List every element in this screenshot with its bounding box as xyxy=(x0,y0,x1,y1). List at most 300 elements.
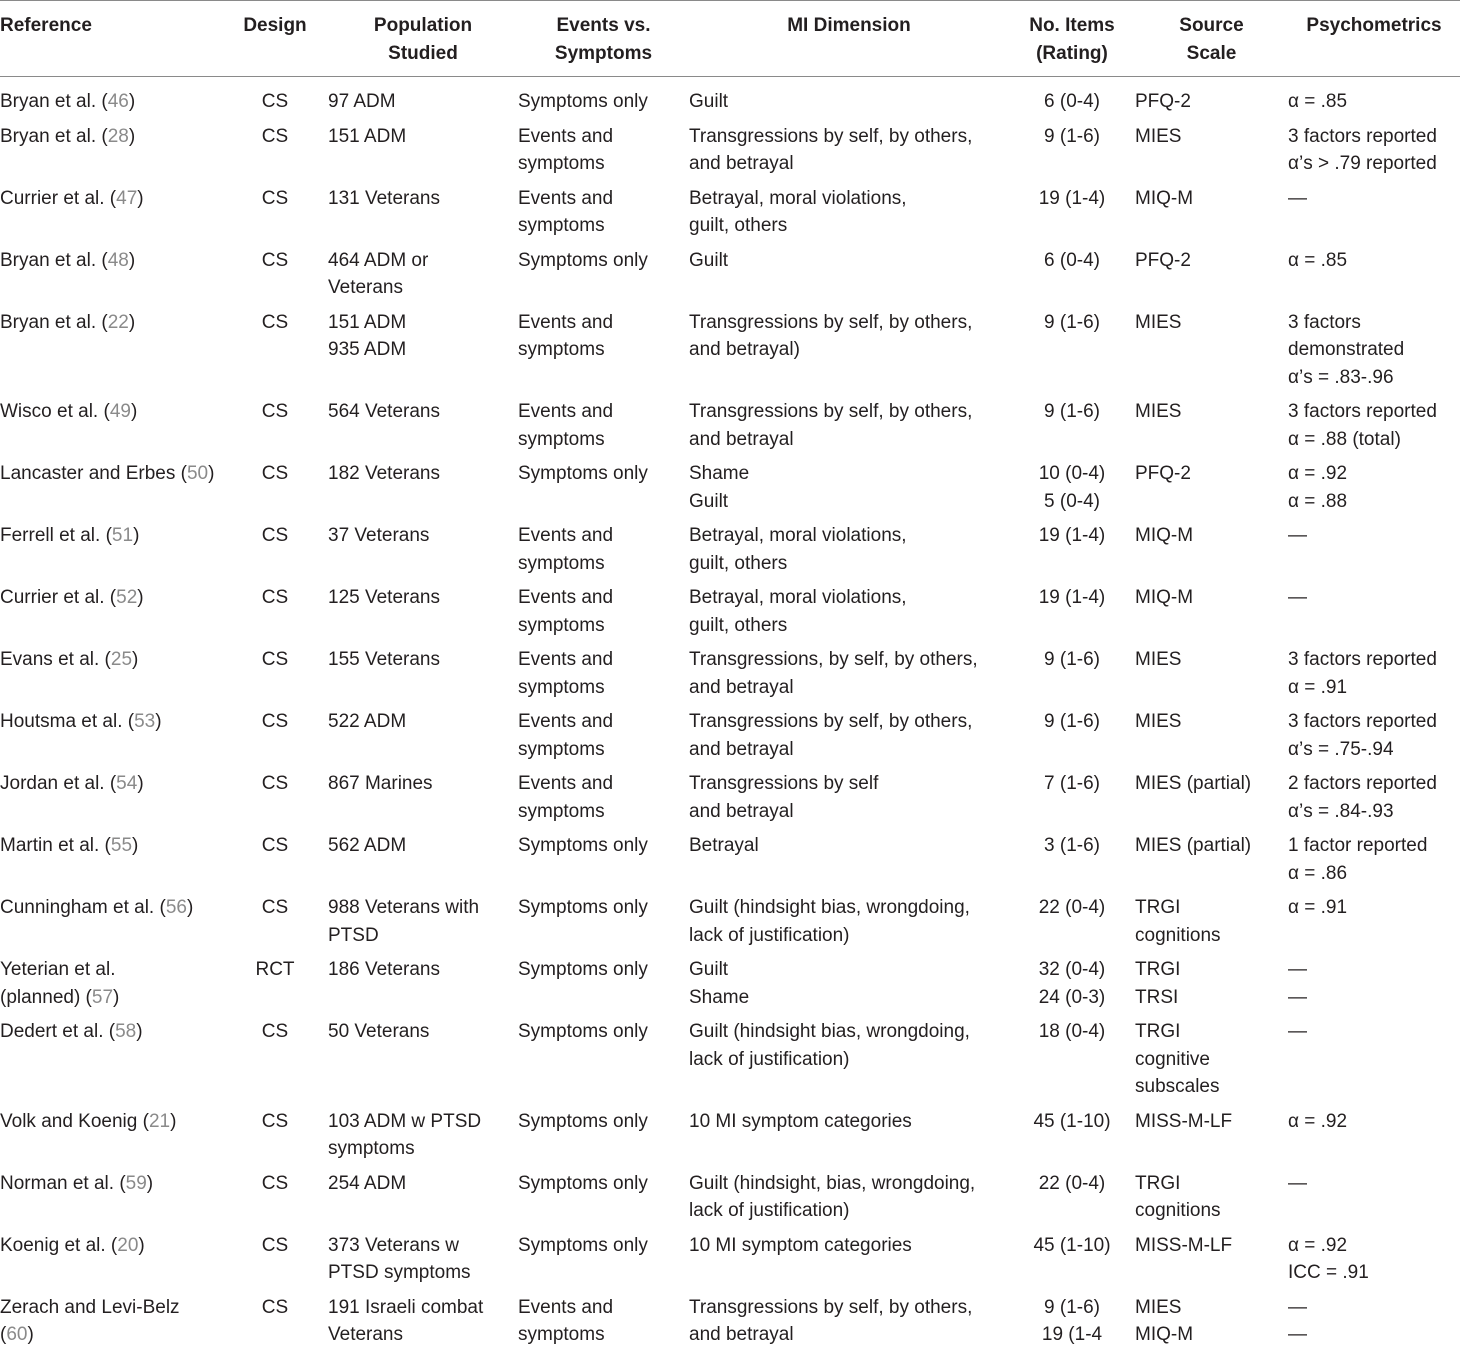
no-items-text: 9 (1-6) xyxy=(1044,711,1100,732)
psychometrics-text: α = .91 xyxy=(1288,897,1348,918)
psychometrics-text: α’s = .75-.94 xyxy=(1288,738,1394,760)
psychometrics-cell xyxy=(1288,956,1460,1018)
citation-link[interactable]: 55 xyxy=(110,835,133,856)
source-scale-cell xyxy=(1135,708,1288,770)
no-items-text: 7 (1-6) xyxy=(1044,773,1100,794)
psychometrics-text: α’s = .84-.93 xyxy=(1288,800,1394,822)
no-items-text: 10 (0-4) xyxy=(1038,463,1106,484)
reference-author: Dedert et al. ( xyxy=(0,1021,116,1042)
no-items-cell xyxy=(1009,832,1135,894)
events-vs-symptoms-text: Symptoms only xyxy=(518,835,648,856)
citation-link[interactable]: 46 xyxy=(107,91,129,112)
reference-paren: ) xyxy=(133,525,140,546)
events-vs-symptoms-cell xyxy=(518,398,689,460)
reference-line xyxy=(0,1018,222,1046)
psychometrics-text: α = .91 xyxy=(1288,676,1348,698)
reference-author: Bryan et al. ( xyxy=(0,125,108,147)
citation-link[interactable]: 21 xyxy=(148,1110,171,1132)
citation-link[interactable]: 50 xyxy=(186,463,209,484)
design-cell xyxy=(222,185,328,247)
events-vs-symptoms-text: Events and xyxy=(518,773,614,794)
design-cell xyxy=(222,398,328,460)
population-text: 151 ADM xyxy=(328,311,407,333)
reference-author: Yeterian et al. xyxy=(0,959,116,980)
reference-paren: ) xyxy=(186,897,194,918)
no-items-text: 19 (1-4) xyxy=(1038,187,1106,209)
source-scale-text: MIES xyxy=(1135,125,1182,147)
design-text: CS xyxy=(261,311,289,333)
no-items-text: 45 (1-10) xyxy=(1033,1110,1111,1132)
events-vs-symptoms-text: Symptoms only xyxy=(518,897,648,918)
table-row xyxy=(0,1018,1460,1108)
column-header-line: (Rating) xyxy=(1036,42,1108,64)
citation-link[interactable]: 48 xyxy=(107,249,129,271)
column-header-psychometrics xyxy=(1288,1,1460,77)
reference-line xyxy=(0,309,222,337)
population-cell xyxy=(328,1294,518,1356)
population-text: 191 Israeli combat xyxy=(328,1296,484,1318)
reference-cell xyxy=(0,894,222,956)
column-header-line: MI Dimension xyxy=(787,15,911,36)
reference-cell xyxy=(0,1108,222,1170)
reference-cell xyxy=(0,77,222,123)
mi-dimension-cell xyxy=(689,123,1009,185)
design-text: CS xyxy=(261,897,289,918)
psychometrics-cell xyxy=(1288,1294,1460,1356)
psychometrics-cell xyxy=(1288,460,1460,522)
psychometrics-cell xyxy=(1288,309,1460,399)
reference-author: Norman et al. ( xyxy=(0,1172,126,1194)
citation-link[interactable]: 20 xyxy=(117,1234,139,1256)
reference-cell xyxy=(0,1294,222,1356)
no-items-cell xyxy=(1009,708,1135,770)
citation-link[interactable]: 25 xyxy=(110,649,133,670)
mi-dimension-cell xyxy=(689,1018,1009,1108)
events-vs-symptoms-text: Events and xyxy=(518,1296,614,1318)
source-scale-text: MISS-M-LF xyxy=(1135,1234,1233,1256)
source-scale-text: cognitive xyxy=(1135,1048,1210,1070)
reference-author: Bryan et al. ( xyxy=(0,249,108,271)
source-scale-text: TRSI xyxy=(1135,986,1179,1008)
events-vs-symptoms-cell xyxy=(518,1294,689,1356)
design-cell xyxy=(222,1170,328,1232)
population-text: PTSD symptoms xyxy=(328,1262,471,1283)
source-scale-cell xyxy=(1135,398,1288,460)
events-vs-symptoms-text: Symptoms only xyxy=(518,959,648,980)
no-items-text: 19 (1-4 xyxy=(1041,1324,1103,1345)
no-items-cell xyxy=(1009,646,1135,708)
design-text: CS xyxy=(261,1296,289,1318)
table-row xyxy=(0,956,1460,1018)
no-items-text: 5 (0-4) xyxy=(1044,490,1100,512)
no-items-cell xyxy=(1009,770,1135,832)
source-scale-cell xyxy=(1135,1294,1288,1356)
reference-cell xyxy=(0,1170,222,1232)
reference-line xyxy=(0,584,222,612)
reference-paren: ) xyxy=(170,1110,177,1132)
psychometrics-cell xyxy=(1288,1170,1460,1232)
mi-dimension-text: Guilt xyxy=(689,490,729,512)
source-scale-text: PFQ-2 xyxy=(1135,91,1191,112)
reference-cell xyxy=(0,646,222,708)
reference-line xyxy=(0,522,222,550)
psychometrics-text: 1 factor reported xyxy=(1288,835,1428,856)
events-vs-symptoms-text: Events and xyxy=(518,711,614,732)
design-text: CS xyxy=(261,711,289,732)
design-text: CS xyxy=(261,525,289,546)
psychometrics-text: — xyxy=(1288,1324,1307,1345)
psychometrics-cell xyxy=(1288,123,1460,185)
mi-dimension-cell xyxy=(689,894,1009,956)
no-items-text: 19 (1-4) xyxy=(1038,525,1106,546)
reference-line xyxy=(0,185,222,213)
events-vs-symptoms-text: Events and xyxy=(518,401,614,422)
events-vs-symptoms-text: symptoms xyxy=(518,339,605,360)
mi-dimension-text: Betrayal, moral violations, xyxy=(689,587,907,608)
population-text: 373 Veterans w xyxy=(328,1234,459,1256)
no-items-cell xyxy=(1009,247,1135,309)
no-items-text: 3 (1-6) xyxy=(1044,835,1100,856)
events-vs-symptoms-text: Symptoms only xyxy=(518,1021,648,1042)
reference-paren: ) xyxy=(138,1234,145,1256)
events-vs-symptoms-text: symptoms xyxy=(518,215,605,236)
population-cell xyxy=(328,770,518,832)
table-row xyxy=(0,123,1460,185)
column-header-design xyxy=(222,1,328,77)
events-vs-symptoms-text: Symptoms only xyxy=(518,1110,648,1132)
mi-dimension-cell xyxy=(689,185,1009,247)
population-text: 988 Veterans with xyxy=(328,897,480,918)
mi-dimension-text: lack of justification) xyxy=(689,1200,850,1221)
source-scale-text: MIQ-M xyxy=(1135,525,1194,546)
reference-line xyxy=(0,894,222,922)
reference-paren: ) xyxy=(130,401,138,422)
no-items-text: 24 (0-3) xyxy=(1038,986,1106,1008)
population-text: 97 ADM xyxy=(328,91,396,112)
source-scale-text: MISS-M-LF xyxy=(1135,1110,1233,1132)
events-vs-symptoms-cell xyxy=(518,460,689,522)
source-scale-cell xyxy=(1135,522,1288,584)
source-scale-text: MIES xyxy=(1135,401,1182,422)
psychometrics-text: α = .85 xyxy=(1288,249,1348,271)
source-scale-cell xyxy=(1135,894,1288,956)
source-scale-text: MIES xyxy=(1135,311,1182,333)
mi-dimension-text: Transgressions by self xyxy=(689,773,879,794)
design-cell xyxy=(222,956,328,1018)
column-header-line: Design xyxy=(243,15,307,36)
no-items-text: 9 (1-6) xyxy=(1044,125,1100,147)
table-row xyxy=(0,1170,1460,1232)
reference-author: ( xyxy=(0,1324,7,1345)
mi-dimension-text: Transgressions, by self, by others, xyxy=(689,649,978,670)
design-text: CS xyxy=(261,1234,289,1256)
source-scale-cell xyxy=(1135,584,1288,646)
population-text: 125 Veterans xyxy=(328,587,440,608)
psychometrics-text: ICC = .91 xyxy=(1288,1262,1369,1283)
source-scale-text: MIQ-M xyxy=(1135,187,1194,209)
population-cell xyxy=(328,584,518,646)
reference-line xyxy=(0,1232,222,1260)
source-scale-text: cognitions xyxy=(1135,924,1221,946)
events-vs-symptoms-cell xyxy=(518,1018,689,1108)
reference-line xyxy=(0,1294,222,1322)
reference-author: Ferrell et al. ( xyxy=(0,525,112,546)
events-vs-symptoms-cell xyxy=(518,832,689,894)
psychometrics-text: 2 factors reported xyxy=(1288,773,1437,794)
table-row xyxy=(0,398,1460,460)
citation-link[interactable]: 52 xyxy=(116,587,138,608)
no-items-cell xyxy=(1009,123,1135,185)
design-text: CS xyxy=(261,1110,289,1132)
design-cell xyxy=(222,460,328,522)
psychometrics-cell xyxy=(1288,894,1460,956)
population-text: 464 ADM or xyxy=(328,249,429,271)
source-scale-text: MIQ-M xyxy=(1135,587,1194,608)
no-items-cell xyxy=(1009,1018,1135,1108)
source-scale-cell xyxy=(1135,309,1288,399)
population-text: 254 ADM xyxy=(328,1172,407,1194)
events-vs-symptoms-cell xyxy=(518,185,689,247)
design-cell xyxy=(222,584,328,646)
column-header-line: Psychometrics xyxy=(1306,15,1442,36)
population-cell xyxy=(328,708,518,770)
table-row xyxy=(0,708,1460,770)
events-vs-symptoms-cell xyxy=(518,309,689,399)
citation-link[interactable]: 57 xyxy=(91,986,114,1008)
design-text: CS xyxy=(261,125,289,147)
psychometrics-cell xyxy=(1288,522,1460,584)
events-vs-symptoms-cell xyxy=(518,646,689,708)
no-items-cell xyxy=(1009,584,1135,646)
citation-link[interactable]: 54 xyxy=(116,773,138,794)
no-items-text: 22 (0-4) xyxy=(1038,897,1106,918)
reference-cell xyxy=(0,770,222,832)
mi-dimension-text: Shame xyxy=(689,986,750,1008)
table-row xyxy=(0,1232,1460,1294)
design-cell xyxy=(222,832,328,894)
source-scale-text: subscales xyxy=(1135,1076,1220,1097)
column-header-population xyxy=(328,1,518,77)
no-items-cell xyxy=(1009,77,1135,123)
table-row xyxy=(0,460,1460,522)
psychometrics-text: — xyxy=(1288,1296,1307,1318)
population-cell xyxy=(328,247,518,309)
population-text: Veterans xyxy=(328,277,403,298)
reference-line xyxy=(0,247,222,275)
psychometrics-text: 3 factors reported xyxy=(1288,125,1437,147)
table-row xyxy=(0,770,1460,832)
population-cell xyxy=(328,832,518,894)
design-text: CS xyxy=(261,249,289,271)
source-scale-text: MIES xyxy=(1135,649,1182,670)
no-items-text: 19 (1-4) xyxy=(1038,587,1106,608)
events-vs-symptoms-text: Events and xyxy=(518,525,614,546)
design-text: CS xyxy=(261,773,289,794)
reference-paren: ) xyxy=(208,463,215,484)
mi-dimension-cell xyxy=(689,584,1009,646)
design-cell xyxy=(222,1108,328,1170)
reference-paren: ) xyxy=(155,711,162,732)
psychometrics-text: 3 factors reported xyxy=(1288,401,1437,422)
reference-author: Zerach and Levi-Belz xyxy=(0,1296,180,1318)
reference-cell xyxy=(0,309,222,399)
citation-link[interactable]: 60 xyxy=(6,1324,28,1345)
source-scale-text: MIQ-M xyxy=(1135,1324,1194,1345)
reference-cell xyxy=(0,832,222,894)
column-header-line: Reference xyxy=(0,15,92,36)
source-scale-cell xyxy=(1135,185,1288,247)
column-header-no-items xyxy=(1009,1,1135,77)
events-vs-symptoms-text: symptoms xyxy=(518,153,605,174)
source-scale-cell xyxy=(1135,770,1288,832)
population-cell xyxy=(328,460,518,522)
psychometrics-text: — xyxy=(1288,187,1307,209)
events-vs-symptoms-text: Events and xyxy=(518,311,614,333)
table-row xyxy=(0,832,1460,894)
population-text: 867 Marines xyxy=(328,773,433,794)
population-text: 50 Veterans xyxy=(328,1021,430,1042)
mi-dimension-text: Guilt xyxy=(689,249,729,271)
table-row xyxy=(0,1294,1460,1356)
mi-dimension-text: and betrayal xyxy=(689,676,794,698)
mi-dimension-text: and betrayal xyxy=(689,153,794,174)
events-vs-symptoms-text: Symptoms only xyxy=(518,463,648,484)
mi-dimension-text: 10 MI symptom categories xyxy=(689,1110,912,1132)
no-items-text: 18 (0-4) xyxy=(1038,1021,1106,1042)
reference-paren: ) xyxy=(128,311,136,333)
population-cell xyxy=(328,1018,518,1108)
population-text: PTSD xyxy=(328,924,379,946)
source-scale-text: MIES (partial) xyxy=(1135,835,1252,856)
psychometrics-text: α’s > .79 reported xyxy=(1288,153,1437,174)
events-vs-symptoms-text: symptoms xyxy=(518,800,605,822)
population-cell xyxy=(328,1108,518,1170)
events-vs-symptoms-cell xyxy=(518,522,689,584)
psychometrics-text: — xyxy=(1288,1021,1307,1042)
design-cell xyxy=(222,1018,328,1108)
reference-line xyxy=(0,1321,222,1349)
population-cell xyxy=(328,956,518,1018)
population-text: symptoms xyxy=(328,1138,415,1159)
reference-line xyxy=(0,984,222,1012)
reference-author: Bryan et al. ( xyxy=(0,91,108,112)
table-body xyxy=(0,77,1460,1356)
psychometrics-cell xyxy=(1288,770,1460,832)
no-items-cell xyxy=(1009,185,1135,247)
mi-dimension-text: and betrayal xyxy=(689,1324,794,1345)
psychometrics-cell xyxy=(1288,832,1460,894)
psychometrics-text: — xyxy=(1288,587,1307,608)
column-header-mi-dimension xyxy=(689,1,1009,77)
reference-author: Evans et al. ( xyxy=(0,649,111,670)
reference-cell xyxy=(0,584,222,646)
reference-line xyxy=(0,770,222,798)
population-cell xyxy=(328,646,518,708)
source-scale-text: cognitions xyxy=(1135,1200,1221,1221)
column-header-line: Population xyxy=(373,15,473,36)
citation-link[interactable]: 51 xyxy=(111,525,134,546)
citation-link[interactable]: 47 xyxy=(116,187,138,209)
mi-dimension-text: Shame xyxy=(689,463,750,484)
population-text: 562 ADM xyxy=(328,835,407,856)
source-scale-cell xyxy=(1135,247,1288,309)
no-items-cell xyxy=(1009,1108,1135,1170)
column-header-source-scale xyxy=(1135,1,1288,77)
source-scale-cell xyxy=(1135,1170,1288,1232)
citation-link[interactable]: 59 xyxy=(125,1172,147,1194)
mi-dimension-text: Guilt (hindsight, bias, wrongdoing, xyxy=(689,1172,976,1194)
citation-link[interactable]: 49 xyxy=(109,401,131,422)
design-text: CS xyxy=(261,1021,289,1042)
citation-link[interactable]: 28 xyxy=(107,125,129,147)
psychometrics-text: 3 factors xyxy=(1288,311,1361,333)
events-vs-symptoms-text: Symptoms only xyxy=(518,1234,648,1256)
source-scale-cell xyxy=(1135,1108,1288,1170)
table-row xyxy=(0,584,1460,646)
population-text: 182 Veterans xyxy=(328,463,440,484)
citation-link[interactable]: 56 xyxy=(165,897,187,918)
column-header-reference xyxy=(0,1,222,77)
table-row xyxy=(0,309,1460,399)
population-cell xyxy=(328,894,518,956)
reference-author: Bryan et al. ( xyxy=(0,311,108,333)
no-items-cell xyxy=(1009,309,1135,399)
reference-cell xyxy=(0,123,222,185)
reference-cell xyxy=(0,398,222,460)
citation-link[interactable]: 58 xyxy=(115,1021,137,1042)
no-items-text: 9 (1-6) xyxy=(1044,311,1100,333)
reference-paren: ) xyxy=(113,986,120,1008)
events-vs-symptoms-cell xyxy=(518,1108,689,1170)
design-cell xyxy=(222,522,328,584)
mi-dimension-text: lack of justification) xyxy=(689,924,850,946)
events-vs-symptoms-text: symptoms xyxy=(518,1324,605,1345)
psychometrics-text: α = .88 (total) xyxy=(1288,428,1401,450)
mi-dimension-text: and betrayal xyxy=(689,738,794,760)
mi-dimension-text: lack of justification) xyxy=(689,1048,850,1070)
reference-author: Volk and Koenig ( xyxy=(0,1110,149,1132)
citation-link[interactable]: 53 xyxy=(134,711,156,732)
events-vs-symptoms-text: Events and xyxy=(518,649,614,670)
design-cell xyxy=(222,770,328,832)
design-text: CS xyxy=(261,401,289,422)
reference-line xyxy=(0,88,222,116)
mi-dimension-text: guilt, others xyxy=(689,215,788,236)
design-cell xyxy=(222,1294,328,1356)
column-header-line: Events vs. xyxy=(556,15,651,36)
mi-dimension-cell xyxy=(689,770,1009,832)
population-cell xyxy=(328,1232,518,1294)
reference-cell xyxy=(0,522,222,584)
mi-dimension-cell xyxy=(689,77,1009,123)
citation-link[interactable]: 22 xyxy=(107,311,129,333)
design-text: CS xyxy=(261,91,289,112)
events-vs-symptoms-cell xyxy=(518,1170,689,1232)
reference-paren: ) xyxy=(137,773,144,794)
design-cell xyxy=(222,247,328,309)
column-header-line: Source xyxy=(1179,15,1244,36)
design-cell xyxy=(222,123,328,185)
source-scale-text: TRGI xyxy=(1135,959,1181,980)
population-cell xyxy=(328,522,518,584)
mi-dimension-text: Guilt (hindsight bias, wrongdoing, xyxy=(689,897,970,918)
psychometrics-cell xyxy=(1288,247,1460,309)
events-vs-symptoms-cell xyxy=(518,584,689,646)
mi-dimension-text: Guilt (hindsight bias, wrongdoing, xyxy=(689,1021,970,1042)
design-text: CS xyxy=(261,587,289,608)
events-vs-symptoms-text: symptoms xyxy=(518,428,605,450)
psychometrics-cell xyxy=(1288,1232,1460,1294)
